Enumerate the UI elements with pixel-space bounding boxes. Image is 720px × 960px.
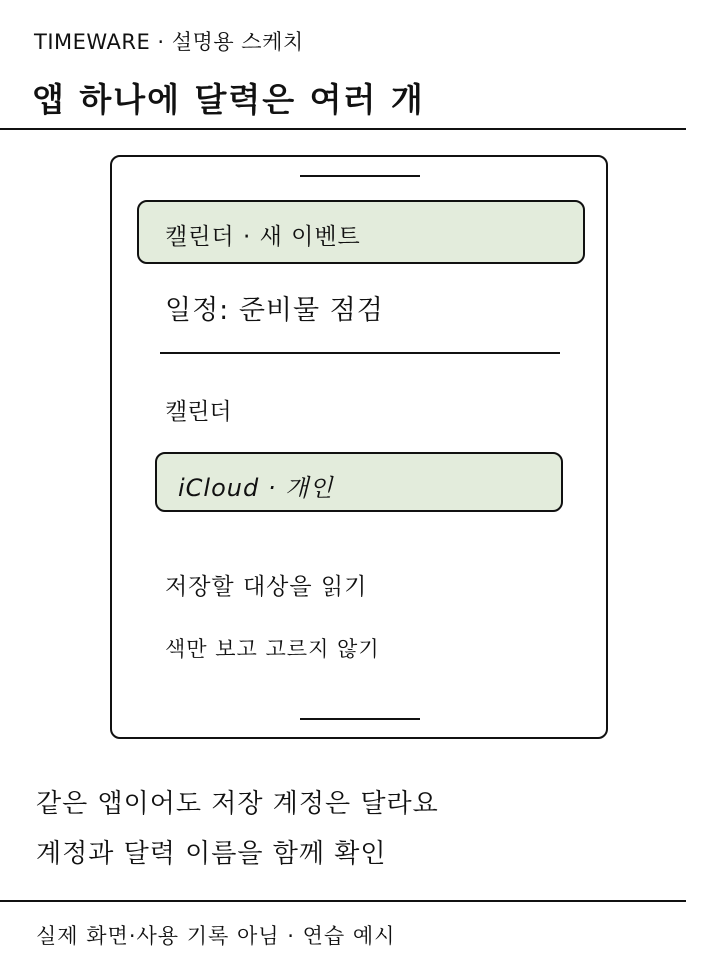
page-title: 앱 하나에 달력은 여러 개 (32, 80, 425, 119)
tip-not-by-color: 색만 보고 고르지 않기 (165, 637, 380, 661)
footer-divider (0, 900, 686, 902)
schedule-text: 일정: 준비물 점검 (165, 295, 384, 326)
caption-line-1: 같은 앱이어도 저장 계정은 달라요 (36, 789, 439, 819)
eyebrow-label: TIMEWARE · 설명용 스케치 (34, 30, 304, 54)
section-divider (160, 352, 560, 354)
tip-read-target: 저장할 대상을 읽기 (165, 574, 368, 600)
event-title-text: 캘린더 · 새 이벤트 (165, 224, 361, 250)
calendar-label: 캘린더 (165, 399, 232, 425)
caption-line-2: 계정과 달력 이름을 함께 확인 (36, 839, 387, 869)
phone-speaker (300, 175, 420, 177)
phone-home-indicator (300, 718, 420, 720)
calendar-account-value: iCloud · 개인 (178, 474, 334, 502)
footer-note: 실제 화면·사용 기록 아님 · 연습 예시 (36, 924, 396, 948)
header-divider (0, 128, 686, 130)
